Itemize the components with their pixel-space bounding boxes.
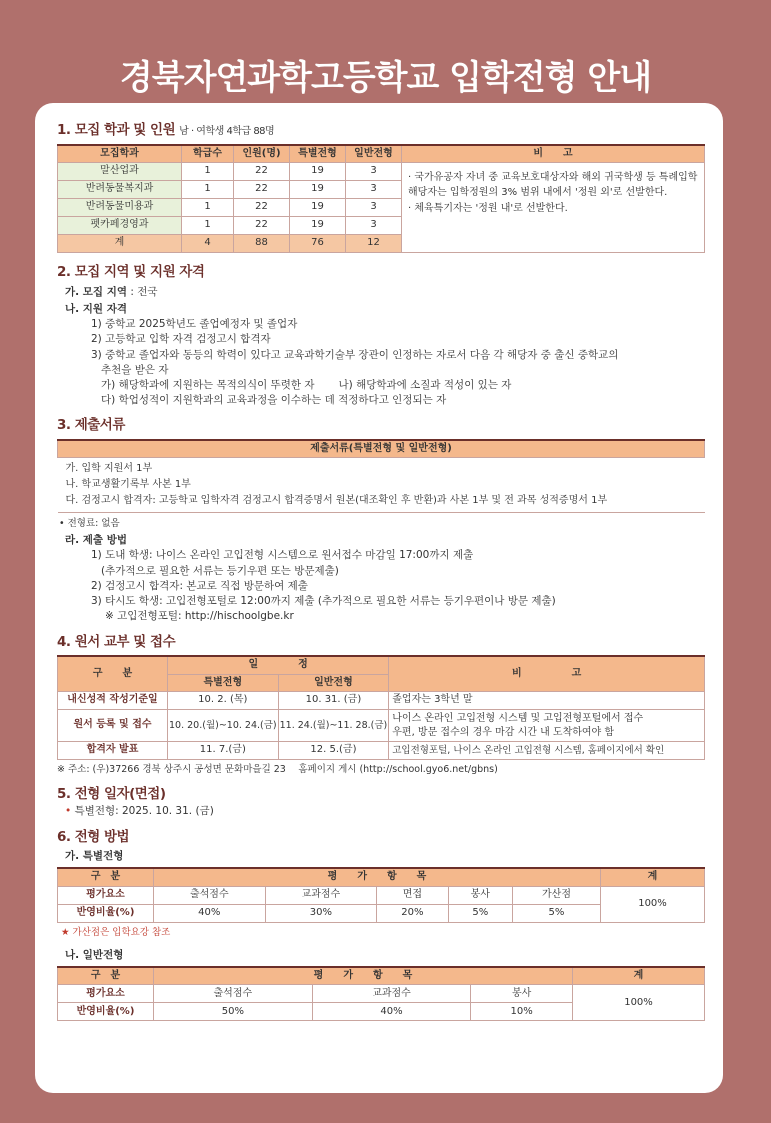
th-gubun: 구 분 bbox=[58, 967, 154, 985]
section-2-heading: 2. 모집 지역 및 지원 자격 bbox=[57, 264, 205, 281]
cell: 11. 7.(금) bbox=[168, 742, 279, 760]
section-4 bbox=[57, 633, 705, 777]
th-special: 특별전형 bbox=[168, 674, 279, 692]
cell bbox=[389, 710, 705, 742]
special-eval-table bbox=[57, 867, 705, 923]
cell: 50% bbox=[154, 1003, 313, 1021]
qual-3b: 추천을 받은 자 bbox=[101, 363, 169, 376]
qual-3-na: 나) 해당학과에 소질과 적성이 있는 자 bbox=[338, 378, 512, 391]
th-dept: 모집학과 bbox=[58, 145, 182, 163]
cell: 교과점수 bbox=[265, 886, 377, 904]
row-label: 평가요소 bbox=[58, 886, 154, 904]
method-2: 2) 검정고시 합격자: 본교로 직접 방문하여 제출 bbox=[91, 579, 308, 592]
cell: 면접 bbox=[377, 886, 448, 904]
recruit-table bbox=[57, 144, 705, 254]
cell: 10% bbox=[471, 1003, 573, 1021]
cell: 20% bbox=[377, 904, 448, 922]
qual-label: 나. 지원 자격 bbox=[65, 302, 128, 315]
th-total: 계 bbox=[573, 967, 705, 985]
cell: 11. 24.(월)~11. 28.(금) bbox=[278, 710, 389, 742]
th-gubun: 구 분 bbox=[58, 656, 168, 692]
th-total: 계 bbox=[601, 868, 705, 886]
total-cell: 100% bbox=[573, 985, 705, 1021]
cell: 4 bbox=[182, 235, 234, 253]
section-6 bbox=[57, 828, 705, 1022]
cell: 고입전형포털, 나이스 온라인 고입전형 시스템, 홈페이지에서 확인 bbox=[389, 742, 705, 760]
section-5 bbox=[57, 785, 705, 820]
cell: 1 bbox=[182, 181, 234, 199]
cell: 10. 31. (금) bbox=[278, 692, 389, 710]
note-line: 우편, 방문 접수의 경우 마감 시간 내 도착하여야 함 bbox=[392, 726, 615, 738]
interview-date: 특별전형: 2025. 10. 31. (금) bbox=[71, 805, 214, 818]
doc-2: 나. 학교생활기록부 사본 1부 bbox=[65, 479, 191, 491]
qual-2: 2) 고등학교 입학 자격 검정고시 합격자 bbox=[91, 333, 271, 346]
dept-cell: 반려동물미용과 bbox=[58, 199, 182, 217]
row-label: 반영비율(%) bbox=[58, 904, 154, 922]
section-3-heading: 3. 제출서류 bbox=[57, 417, 125, 434]
cell: 19 bbox=[290, 181, 346, 199]
method-4: ※ 고입전형포털: http://hischoolgbe.kr bbox=[105, 610, 294, 623]
method-1b: (추가적으로 필요한 서류는 등기우편 또는 방문제출) bbox=[101, 564, 339, 577]
section-2 bbox=[57, 263, 705, 408]
note-line: 나이스 온라인 고입전형 시스템 및 고입전형포털에서 접수 bbox=[392, 713, 644, 725]
total-cell: 100% bbox=[601, 886, 705, 922]
th-special: 특별전형 bbox=[290, 145, 346, 163]
bullet: • bbox=[65, 805, 72, 818]
table-row bbox=[58, 692, 705, 710]
table-row bbox=[58, 710, 705, 742]
cell: 19 bbox=[290, 217, 346, 235]
cell: 19 bbox=[290, 199, 346, 217]
info-card bbox=[35, 103, 723, 1093]
general-eval-table bbox=[57, 966, 705, 1022]
row-label: 원서 등록 및 접수 bbox=[58, 710, 168, 742]
note-1: · 국가유공자 자녀 중 교육보호대상자와 해외 귀국학생 등 특례입학 해당자는 입학정원의 3% 범위 내에서 '정원 외'로 선발한다. bbox=[408, 172, 698, 198]
cell: 10. 2. (목) bbox=[168, 692, 279, 710]
th-classes: 학급수 bbox=[182, 145, 234, 163]
cell: 22 bbox=[234, 199, 290, 217]
cell: 1 bbox=[182, 199, 234, 217]
qual-3-ga: 가) 해당학과에 지원하는 목적의식이 뚜렷한 자 bbox=[101, 378, 315, 391]
th-people: 인원(명) bbox=[234, 145, 290, 163]
cell: 40% bbox=[154, 904, 266, 922]
method-1a: 1) 도내 학생: 나이스 온라인 고입전형 시스템으로 원서접수 마감일 17:00까지 제출 bbox=[91, 549, 474, 562]
cell: 가산점 bbox=[512, 886, 600, 904]
table-row bbox=[58, 163, 705, 181]
th-ilj: 일 정 bbox=[168, 656, 389, 674]
cell: 19 bbox=[290, 163, 346, 181]
cell: 40% bbox=[312, 1003, 471, 1021]
application-table bbox=[57, 655, 705, 760]
qual-3-da: 다) 학업성적이 지원학과의 교육과정을 이수하는 데 적정하다고 인정되는 자 bbox=[101, 394, 447, 407]
method-label: 라. 제출 방법 bbox=[65, 534, 128, 547]
section-1-sub: 남 · 여학생 4학급 88명 bbox=[179, 126, 275, 137]
cell: 출석점수 bbox=[154, 985, 313, 1003]
method-3: 3) 타시도 학생: 고입전형포털로 12:00까지 제출 (추가적으로 필요한 서류는 등기우편이나 방문 제출) bbox=[91, 595, 556, 608]
dept-cell: 반려동물복지과 bbox=[58, 181, 182, 199]
cell: 22 bbox=[234, 181, 290, 199]
cell: 10. 20.(월)~10. 24.(금) bbox=[168, 710, 279, 742]
cell: 출석점수 bbox=[154, 886, 266, 904]
cell: 76 bbox=[290, 235, 346, 253]
section-1 bbox=[57, 121, 705, 253]
cell: 22 bbox=[234, 163, 290, 181]
th-bigo: 비 고 bbox=[389, 656, 705, 692]
doc-1: 가. 입학 지원서 1부 bbox=[65, 463, 153, 475]
cell: 3 bbox=[346, 217, 402, 235]
cell: 30% bbox=[265, 904, 377, 922]
cell: 3 bbox=[346, 199, 402, 217]
th-note: 비 고 bbox=[402, 145, 705, 163]
section-3 bbox=[57, 416, 705, 624]
bonus-note: ★ 가산점은 입학요강 참조 bbox=[61, 926, 171, 938]
section-5-heading: 5. 전형 일자(면접) bbox=[57, 785, 166, 802]
docs-header: 제출서류(특별전형 및 일반전형) bbox=[58, 440, 705, 458]
cell: 3 bbox=[346, 163, 402, 181]
cell: 봉사 bbox=[471, 985, 573, 1003]
cell: 12 bbox=[346, 235, 402, 253]
th-items: 평 가 항 목 bbox=[154, 967, 573, 985]
special-label: 가. 특별전형 bbox=[65, 850, 124, 863]
documents-table bbox=[57, 439, 705, 514]
region-value: : 전국 bbox=[127, 285, 158, 298]
table-row bbox=[58, 742, 705, 760]
th-items: 평 가 항 목 bbox=[154, 868, 601, 886]
dept-cell: 말산업과 bbox=[58, 163, 182, 181]
row-label: 내신성적 작성기준일 bbox=[58, 692, 168, 710]
note-2: · 체육특기자는 '정원 내'로 선발한다. bbox=[408, 203, 568, 215]
cell: 1 bbox=[182, 163, 234, 181]
cell: 1 bbox=[182, 217, 234, 235]
row-label: 평가요소 bbox=[58, 985, 154, 1003]
page-title: 경북자연과학고등학교 입학전형 안내 bbox=[119, 58, 652, 98]
cell: 22 bbox=[234, 217, 290, 235]
cell: 봉사 bbox=[448, 886, 512, 904]
row-label: 합격자 발표 bbox=[58, 742, 168, 760]
region-label: 가. 모집 지역 bbox=[65, 285, 128, 298]
cell: 졸업자는 3학년 말 bbox=[389, 692, 705, 710]
cell: 교과점수 bbox=[312, 985, 471, 1003]
section-1-heading: 1. 모집 학과 및 인원 bbox=[57, 122, 176, 138]
general-label: 나. 일반전형 bbox=[65, 948, 124, 961]
cell: 5% bbox=[512, 904, 600, 922]
th-general: 일반전형 bbox=[278, 674, 389, 692]
section-4-heading: 4. 원서 교부 및 접수 bbox=[57, 633, 176, 650]
th-gubun: 구 분 bbox=[58, 868, 154, 886]
cell: 12. 5.(금) bbox=[278, 742, 389, 760]
docs-cell bbox=[58, 458, 705, 513]
row-label: 반영비율(%) bbox=[58, 1003, 154, 1021]
cell: 계 bbox=[58, 235, 182, 253]
note-cell bbox=[402, 163, 705, 253]
address: ※ 주소: (우)37266 경북 상주시 공성면 문화마을길 23 홈페이지 게시 (http://school.gyo6.net/gbns) bbox=[57, 764, 498, 776]
doc-3: 다. 검정고시 합격자: 고등학교 입학자격 검정고시 합격증명서 원본(대조확인 후 반환)과 사본 1부 및 전 과목 성적증명서 1부 bbox=[65, 495, 608, 507]
section-6-heading: 6. 전형 방법 bbox=[57, 828, 130, 845]
cell: 88 bbox=[234, 235, 290, 253]
dept-cell: 펫카페경영과 bbox=[58, 217, 182, 235]
qual-1: 1) 중학교 2025학년도 졸업예정자 및 졸업자 bbox=[91, 318, 298, 331]
fee: • 전형료: 없음 bbox=[59, 518, 120, 530]
cell: 3 bbox=[346, 181, 402, 199]
cell: 5% bbox=[448, 904, 512, 922]
th-general: 일반전형 bbox=[346, 145, 402, 163]
qual-3a: 3) 중학교 졸업자와 동등의 학력이 있다고 교육과학기술부 장관이 인정하는 자로서 다음 각 해당자 중 출신 중학교의 bbox=[91, 348, 619, 361]
